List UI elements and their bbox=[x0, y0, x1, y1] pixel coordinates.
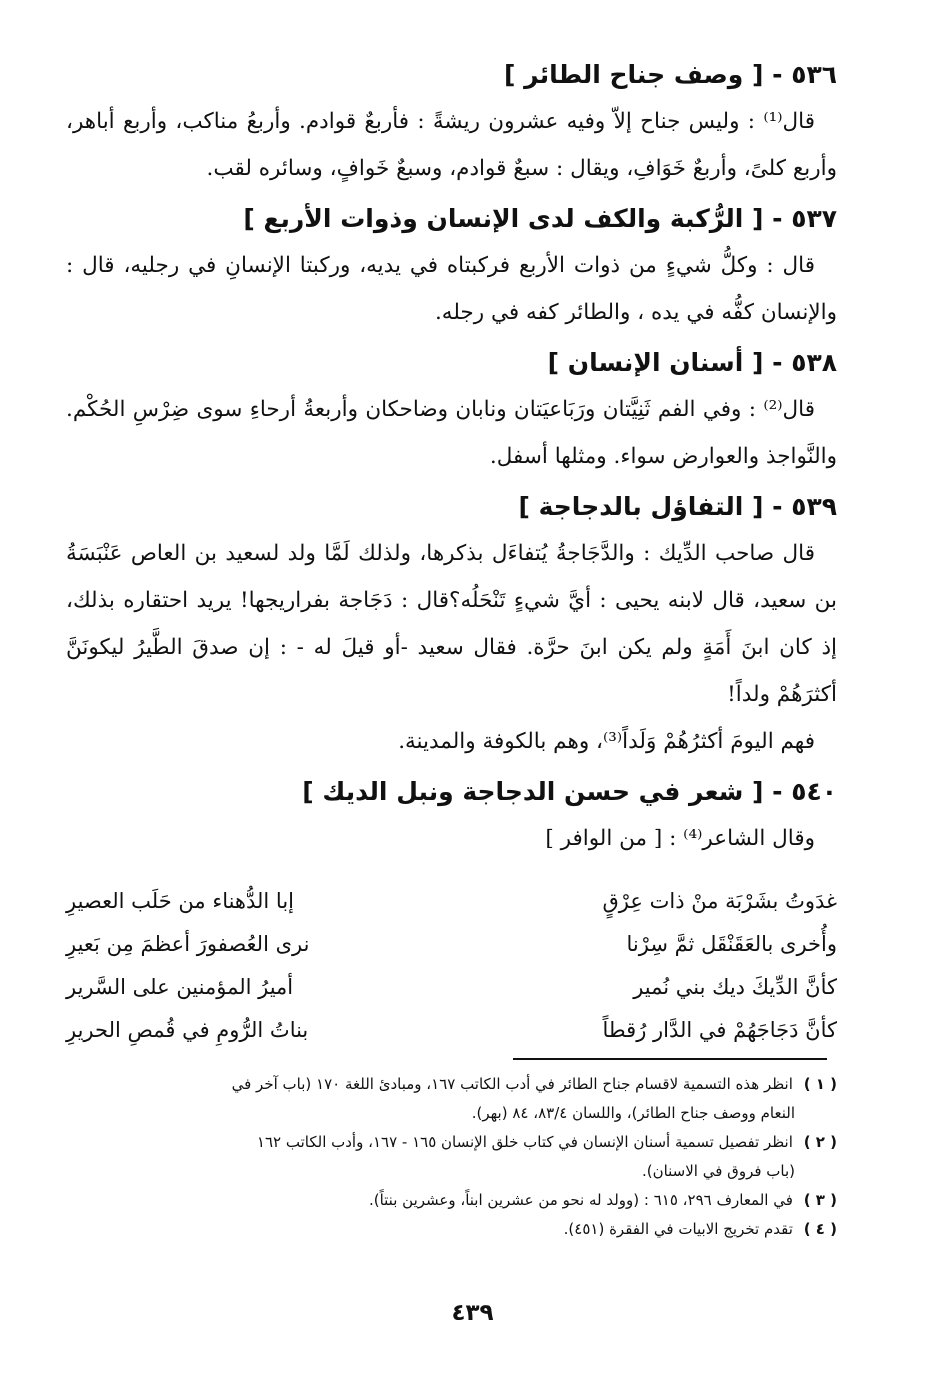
footnote-4 bbox=[66, 1215, 837, 1244]
verse-first-hemistich: وأُخرى بالعَقَنْقَل ثمَّ سِرْنا bbox=[626, 932, 837, 956]
section-heading-540: ٥٤٠ - [ شعر في حسن الدجاجة ونبل الديك ] bbox=[302, 777, 837, 806]
footnote-number: ( ١ ) bbox=[803, 1075, 837, 1093]
poem-verse bbox=[66, 923, 837, 966]
section-heading-536: ٥٣٦ - [ وصف جناح الطائر ] bbox=[504, 60, 837, 89]
verse-second-hemistich: بناتُ الرُّومِ في قُمصِ الحريرِ bbox=[66, 1018, 309, 1042]
footnote-number: ( ٢ ) bbox=[803, 1133, 837, 1151]
poem-verse bbox=[66, 880, 837, 923]
footnote-2 bbox=[66, 1128, 837, 1186]
section-539-paragraph-1: قال صاحب الدِّيك : والدَّجَاجةُ يُتفاءَل بذكرها، ولذلك لَمَّا ولد لسعيد بن العاص عَنْبَسَةُ بن سعيد، قال لابنه يحيى : أيَّ شيءٍ تَنْحَلُه؟قال : دَجَاجة بفراريجها! يريد احتقاره بذلك، إذ كان ابنَ أَمَةٍ ولم يكن ابنَ حرَّة. فقال سعيد -أو قيلَ له - : إن صدقَ الطَّيرُ ليكونَنَّ أكثرَهُمْ ولداً! bbox=[66, 541, 837, 707]
footnote-3 bbox=[66, 1186, 837, 1215]
poem bbox=[66, 880, 837, 1052]
section-heading-539: ٥٣٩ - [ التفاؤل بالدجاجة ] bbox=[518, 492, 837, 521]
section-538-paragraph: قال⁽²⁾ : وفي الفم ثَنِيَّتان ورَبَاعيَتان ونابان وضاحكان وأربعةُ أرحاءِ سوى ضِرْسِ الحُكْم. والنَّواجذ والعوارض سواء. ومثلها أسفل. bbox=[66, 397, 837, 469]
footnote-text: انظر تفصيل تسمية أسنان الإنسان في كتاب خلق الإنسان ١٦٥ - ١٦٧، وأدب الكاتب ١٦٢ bbox=[256, 1133, 793, 1151]
verse-first-hemistich: كأنَّ دَجَاجَهُمْ في الدَّار رُقطاً bbox=[602, 1018, 837, 1042]
section-536-paragraph: قال⁽¹⁾ : وليس جناح إلاّ وفيه عشرون ريشةً : فأربعٌ قوادم. وأربعُ مناكب، وأربع أباهر، وأربع كلىً، وأربعٌ خَوَافِ، ويقال : سبعٌ قوادم، وسبعٌ خَوافٍ، وسائره لقب. bbox=[66, 109, 837, 181]
footnote-text: تقدم تخريج الابيات في الفقرة (٤٥١). bbox=[563, 1220, 793, 1238]
footnote-number: ( ٣ ) bbox=[803, 1191, 837, 1209]
page-number: ٤٣٩ bbox=[451, 1300, 494, 1326]
verse-second-hemistich: أميرُ المؤمنين على السَّرير bbox=[66, 975, 294, 999]
verse-second-hemistich: نرى العُصفورَ أعظمَ مِن بَعيرِ bbox=[66, 932, 310, 956]
verse-second-hemistich: إبا الدُّهناء من حَلَب العصيرِ bbox=[66, 889, 295, 913]
footnote-divider bbox=[513, 1058, 827, 1060]
poem-verse bbox=[66, 966, 837, 1009]
footnote-text: انظر هذه التسمية لاقسام جناح الطائر في أدب الكاتب ١٦٧، ومبادئ اللغة ١٧٠ (باب آخر في bbox=[231, 1075, 793, 1093]
section-540-intro: وقال الشاعر⁽⁴⁾ : [ من الوافر ] bbox=[545, 826, 815, 851]
footnote-continuation: النعام ووصف جناح الطائر)، واللسان ٨٣/٤، ٨٤ (بهر). bbox=[471, 1104, 795, 1122]
section-heading-538: ٥٣٨ - [ أسنان الإنسان ] bbox=[547, 348, 837, 377]
section-539-paragraph-2: فهم اليومَ أكثرُهُمْ وَلَداً⁽³⁾، وهم بالكوفة والمدينة. bbox=[398, 729, 815, 754]
verse-first-hemistich: غدَوتُ بشَرْبَة منْ ذات عِرْقٍ bbox=[602, 889, 837, 913]
footnotes bbox=[66, 1070, 837, 1244]
footnote-1 bbox=[66, 1070, 837, 1128]
verse-first-hemistich: كأنَّ الدِّيكَ ديك بني نُمير bbox=[633, 975, 837, 999]
section-heading-537: ٥٣٧ - [ الرُّكبة والكف لدى الإنسان وذوات الأربع ] bbox=[243, 204, 837, 233]
section-537-paragraph: قال : وكلُّ شيءٍ من ذوات الأربع فركبتاه في يديه، وركبتا الإنسانِ في رجليه، قال : والإنسان كفُّه في يده ، والطائر كفه في رجله. bbox=[66, 253, 837, 325]
footnote-continuation: (باب فروق في الاسنان). bbox=[641, 1162, 795, 1180]
footnote-number: ( ٤ ) bbox=[803, 1220, 837, 1238]
footnote-text: في المعارف ٢٩٦، ٦١٥ : (وولد له نحو من عشرين ابناً، وعشرين بنتاً). bbox=[368, 1191, 793, 1209]
poem-verse bbox=[66, 1009, 837, 1052]
